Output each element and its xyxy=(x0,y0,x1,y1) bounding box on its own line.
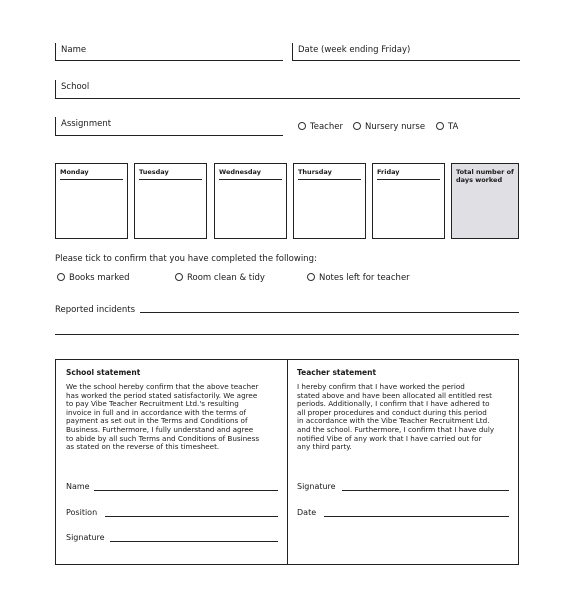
radio-icon xyxy=(175,273,183,281)
teacher-date-label: Date xyxy=(297,508,317,517)
assignment-label: Assignment xyxy=(61,119,112,129)
check-books-marked[interactable]: Books marked xyxy=(57,273,130,284)
reported-incidents-label: Reported incidents xyxy=(55,305,136,315)
name-field[interactable] xyxy=(55,43,283,61)
radio-icon xyxy=(353,122,361,130)
day-divider xyxy=(377,179,440,180)
teacher-statement-text: I hereby confirm that I have worked the period stated above and have been allocated all entitled rest periods. Additionally, I confirm that I have adhered to all proper procedures and conduct during this period in accordance with the Vibe Teacher Recruitment Ltd. and the school. Furthermore, I confirm that I have duly notified Vibe of any work that I have carried out for any third party. xyxy=(297,382,495,452)
school-name-label: Name xyxy=(66,482,90,491)
day-box-thursday[interactable] xyxy=(293,163,366,239)
day-divider xyxy=(60,179,123,180)
school-statement-text: We the school hereby confirm that the above teacher has worked the period stated satisfactorily. We agree to pay Vibe Teacher Recruitment Ltd.'s resulting invoice in full and in accordance with the terms of payment as set out in the Terms and Conditions of Business. Furthermore, I fully understand and agree to abide by all such Terms and Conditions of Business as stated on the reverse of this timesheet. xyxy=(66,382,260,452)
role-option-teacher[interactable]: Teacher xyxy=(298,122,343,133)
radio-icon xyxy=(298,122,306,130)
day-label: Wednesday xyxy=(219,168,261,176)
total-days-label: Total number of days worked xyxy=(456,168,514,184)
checklist-prompt: Please tick to confirm that you have completed the following: xyxy=(55,254,317,264)
check-room-clean[interactable]: Room clean & tidy xyxy=(175,273,265,284)
school-statement-title: School statement xyxy=(66,368,141,377)
teacher-signature-line[interactable] xyxy=(342,490,509,491)
date-label: Date (week ending Friday) xyxy=(298,45,411,55)
reported-incidents-line-2[interactable] xyxy=(55,334,519,335)
role-option-nursery-nurse[interactable]: Nursery nurse xyxy=(353,122,425,133)
day-divider xyxy=(139,179,202,180)
total-days-box[interactable] xyxy=(451,163,519,239)
day-box-tuesday[interactable] xyxy=(134,163,207,239)
radio-icon xyxy=(307,273,315,281)
day-divider xyxy=(298,179,361,180)
day-box-wednesday[interactable] xyxy=(214,163,287,239)
day-label: Friday xyxy=(377,168,400,176)
role-option-ta[interactable]: TA xyxy=(436,122,458,133)
teacher-signature-label: Signature xyxy=(297,482,336,491)
reported-incidents-line[interactable] xyxy=(140,312,519,313)
teacher-date-line[interactable] xyxy=(324,516,509,517)
day-label: Tuesday xyxy=(139,168,169,176)
school-name-line[interactable] xyxy=(94,490,278,491)
day-box-friday[interactable] xyxy=(372,163,445,239)
school-signature-line[interactable] xyxy=(110,541,278,542)
school-signature-label: Signature xyxy=(66,533,105,542)
radio-icon xyxy=(57,273,65,281)
check-notes-left[interactable]: Notes left for teacher xyxy=(307,273,410,284)
school-field[interactable] xyxy=(55,80,520,99)
school-label: School xyxy=(61,82,90,92)
assignment-field[interactable] xyxy=(55,117,283,136)
name-label: Name xyxy=(61,45,87,55)
day-label: Thursday xyxy=(298,168,332,176)
day-divider xyxy=(219,179,282,180)
school-position-label: Position xyxy=(66,508,98,517)
teacher-statement-title: Teacher statement xyxy=(297,368,377,377)
date-field[interactable] xyxy=(292,43,520,61)
day-box-monday[interactable] xyxy=(55,163,128,239)
school-position-line[interactable] xyxy=(105,516,278,517)
day-label: Monday xyxy=(60,168,89,176)
statements-divider xyxy=(287,359,288,565)
radio-icon xyxy=(436,122,444,130)
